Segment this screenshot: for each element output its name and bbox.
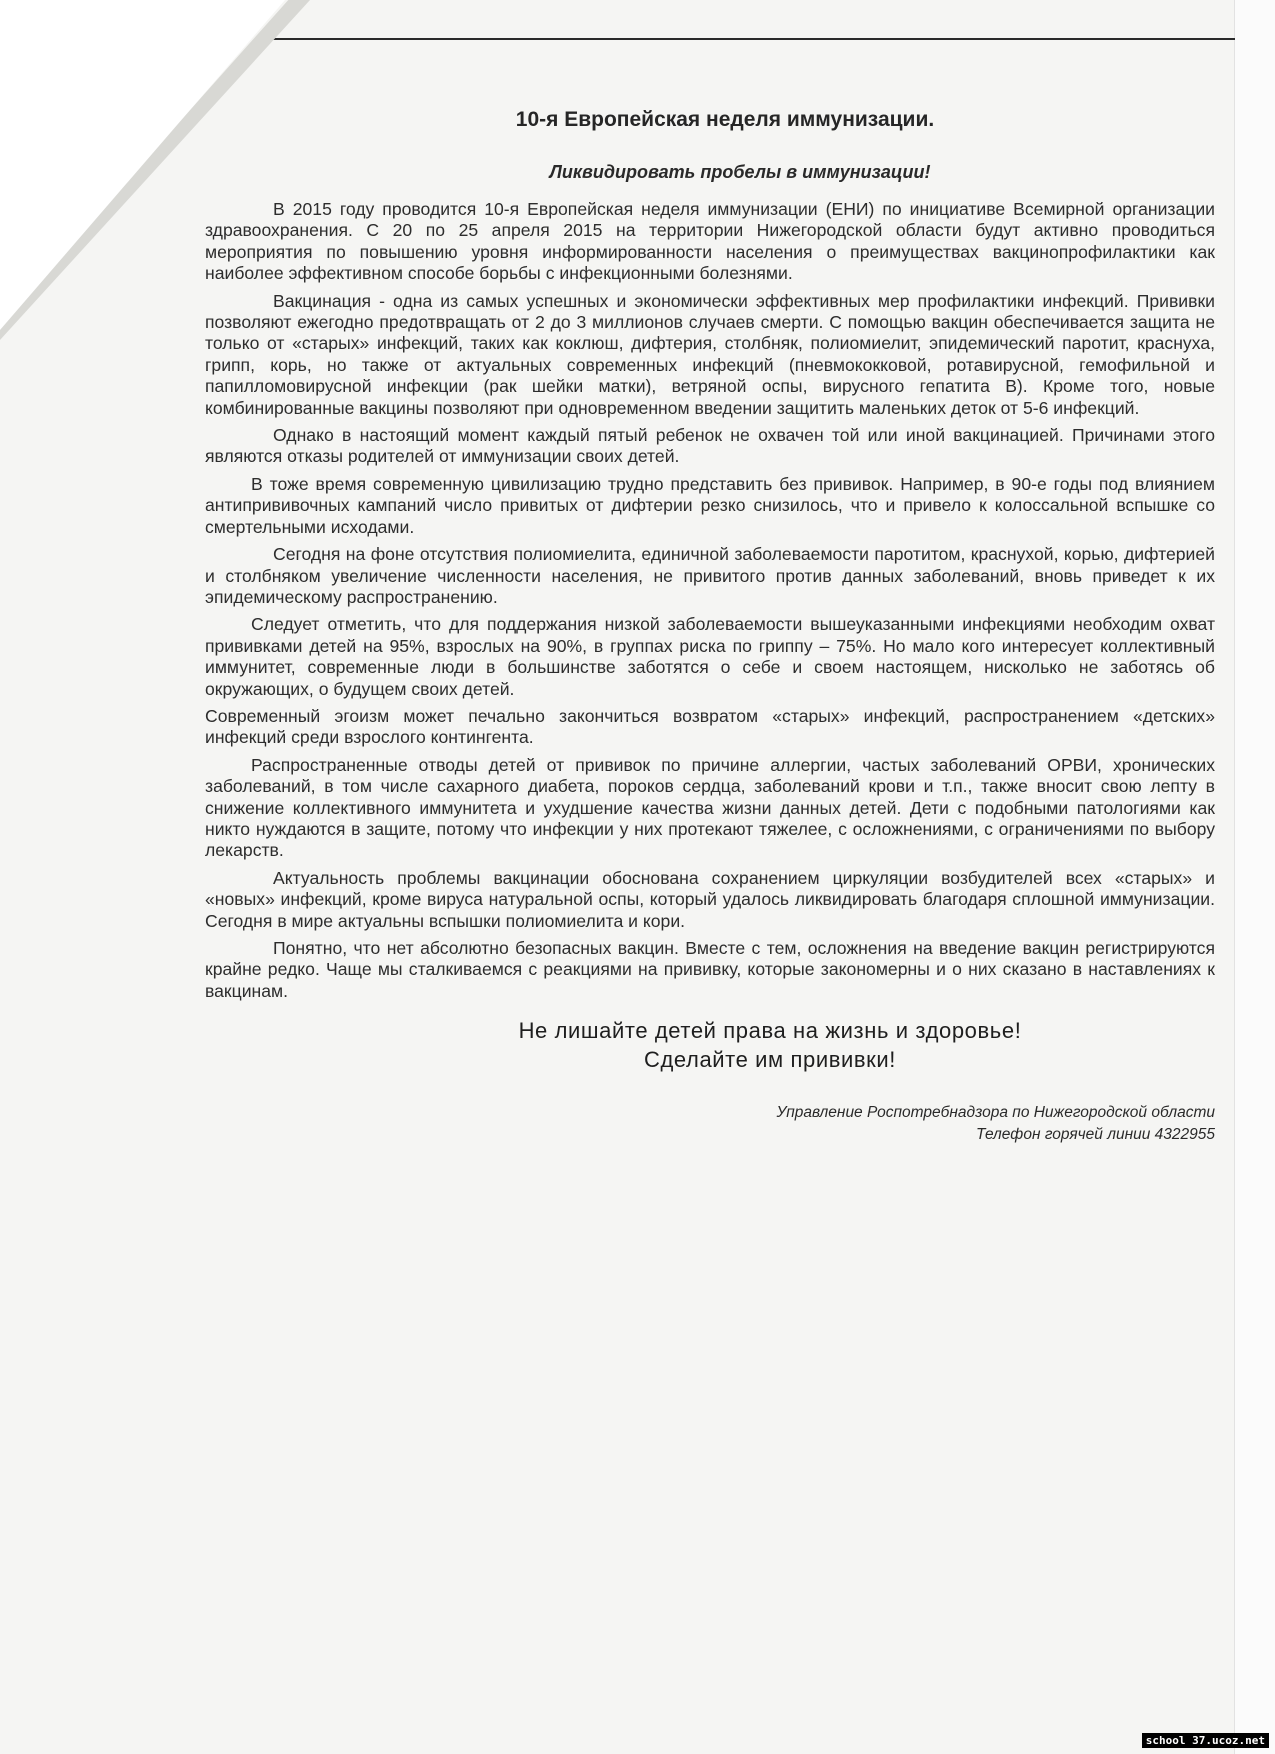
paragraph-epidemic: Сегодня на фоне отсутствия полиомиелита, единичной заболеваемости паротитом, краснухой, корью, дифтерией и столбняком увеличение численности населения, не привитого против данных заболеваний, вновь приведет к их эпидемическому распространению.: [205, 544, 1215, 607]
paragraph-civilization: В тоже время современную цивилизацию трудно представить без прививок. Например, в 90-е годы под влиянием антипрививочных кампаний число привитых от дифтерии резко снизилось, что и привело к колоссальной вспышке со смертельными исходами.: [205, 473, 1215, 537]
signature-hotline: Телефон горячей линии 4322955: [976, 1126, 1215, 1144]
paragraph-safety: Понятно, что нет абсолютно безопасных вакцин. Вместе с тем, осложнения на введение вакцин регистрируются крайне редко. Чаще мы сталкиваемся с реакциями на прививку, которые закономерны и о них сказано в наставлениях к вакцинам.: [205, 938, 1215, 1001]
signature-organization: Управление Роспотребнадзора по Нижегородской области: [776, 1104, 1215, 1122]
paragraph-coverage: Следует отметить, что для поддержания низкой заболеваемости вышеуказанными инфекциями необходим охват прививками детей на 95%, взрослых на 90%, в группах риска по гриппу – 75%. Но мало кого интересует коллективный иммунитет, современные люди в большинстве заботятся о себе и своем настоящем, нисколько не заботясь об окружающих, о будущем своих детей.: [205, 614, 1215, 699]
document-title: 10-я Европейская неделя иммунизации.: [515, 108, 935, 131]
site-watermark: school 37.ucoz.net: [1142, 1733, 1269, 1748]
slogan-line-1: Не лишайте детей права на жизнь и здоровье!: [518, 1018, 1022, 1044]
paragraph-eni-intro: В 2015 году проводится 10-я Европейская неделя иммунизации (ЕНИ) по инициативе Всемирной организации здравоохранения. С 20 по 25 апреля 2015 на территории Нижегородской области будут активно проводиться мероприятия по повышению уровня информированности населения о преимуществах вакцинопрофилактики как наиболее эффективном способе борьбы с инфекционными болезнями.: [205, 199, 1215, 284]
paragraph-vaccination: Вакцинация - одна из самых успешных и экономически эффективных мер профилактики инфекций. Прививки позволяют ежегодно предотвращать от 2 до 3 миллионов случаев смерти. С помощью вакцин обеспечивается защита не только от «старых» инфекций, таких как коклюш, дифтерия, столбняк, полиомиелит, эпидемический паротит, краснуха, грипп, корь, но также от актуальных современных инфекций (пневмококковой, ротавирусной, гемофильной и папилломовирусной инфекции (рак шейки матки), ветряной оспы, вирусного гепатита В). Кроме того, новые комбинированные вакцины позволяют при одновременном введении защитить маленьких деток от 5-6 инфекций.: [205, 290, 1215, 418]
document-body: [205, 108, 1215, 1146]
signature-block: [205, 1102, 1215, 1146]
top-rule: [270, 38, 1235, 40]
paragraph-egoism: Современный эгоизм может печально закончиться возвратом «старых» инфекций, распространением «детских» инфекций среди взрослого контингента.: [205, 705, 1215, 748]
paragraph-relevance: Актуальность проблемы вакцинации обоснована сохранением циркуляции возбудителей всех «старых» и «новых» инфекций, кроме вируса натуральной оспы, который удалось ликвидировать благодаря сплошной иммунизации. Сегодня в мире актуальны вспышки полиомиелита и кори.: [205, 867, 1215, 931]
paragraph-refusals: Однако в настоящий момент каждый пятый ребенок не охвачен той или иной вакцинацией. Причинами этого являются отказы родителей от иммунизации своих детей.: [205, 425, 1215, 467]
scan-edge-strip: [1234, 0, 1275, 1754]
document-subtitle: Ликвидировать пробелы в иммунизации!: [549, 162, 931, 182]
paragraph-exemptions: Распространенные отводы детей от прививок по причине аллергии, частых заболеваний ОРВИ, хронических заболеваний, в том числе сахарного диабета, пороков сердца, заболеваний крови и т.п., также вносит свою лепту в снижение коллективного иммунитета и ухудшение качества жизни данных детей. Дети с подобными патологиями как никто нуждаются в защите, потому что инфекции у них протекают тяжелее, с осложнениями, с ограничениями по выбору лекарств.: [205, 754, 1215, 861]
slogan-line-2: Сделайте им прививки!: [643, 1047, 897, 1073]
